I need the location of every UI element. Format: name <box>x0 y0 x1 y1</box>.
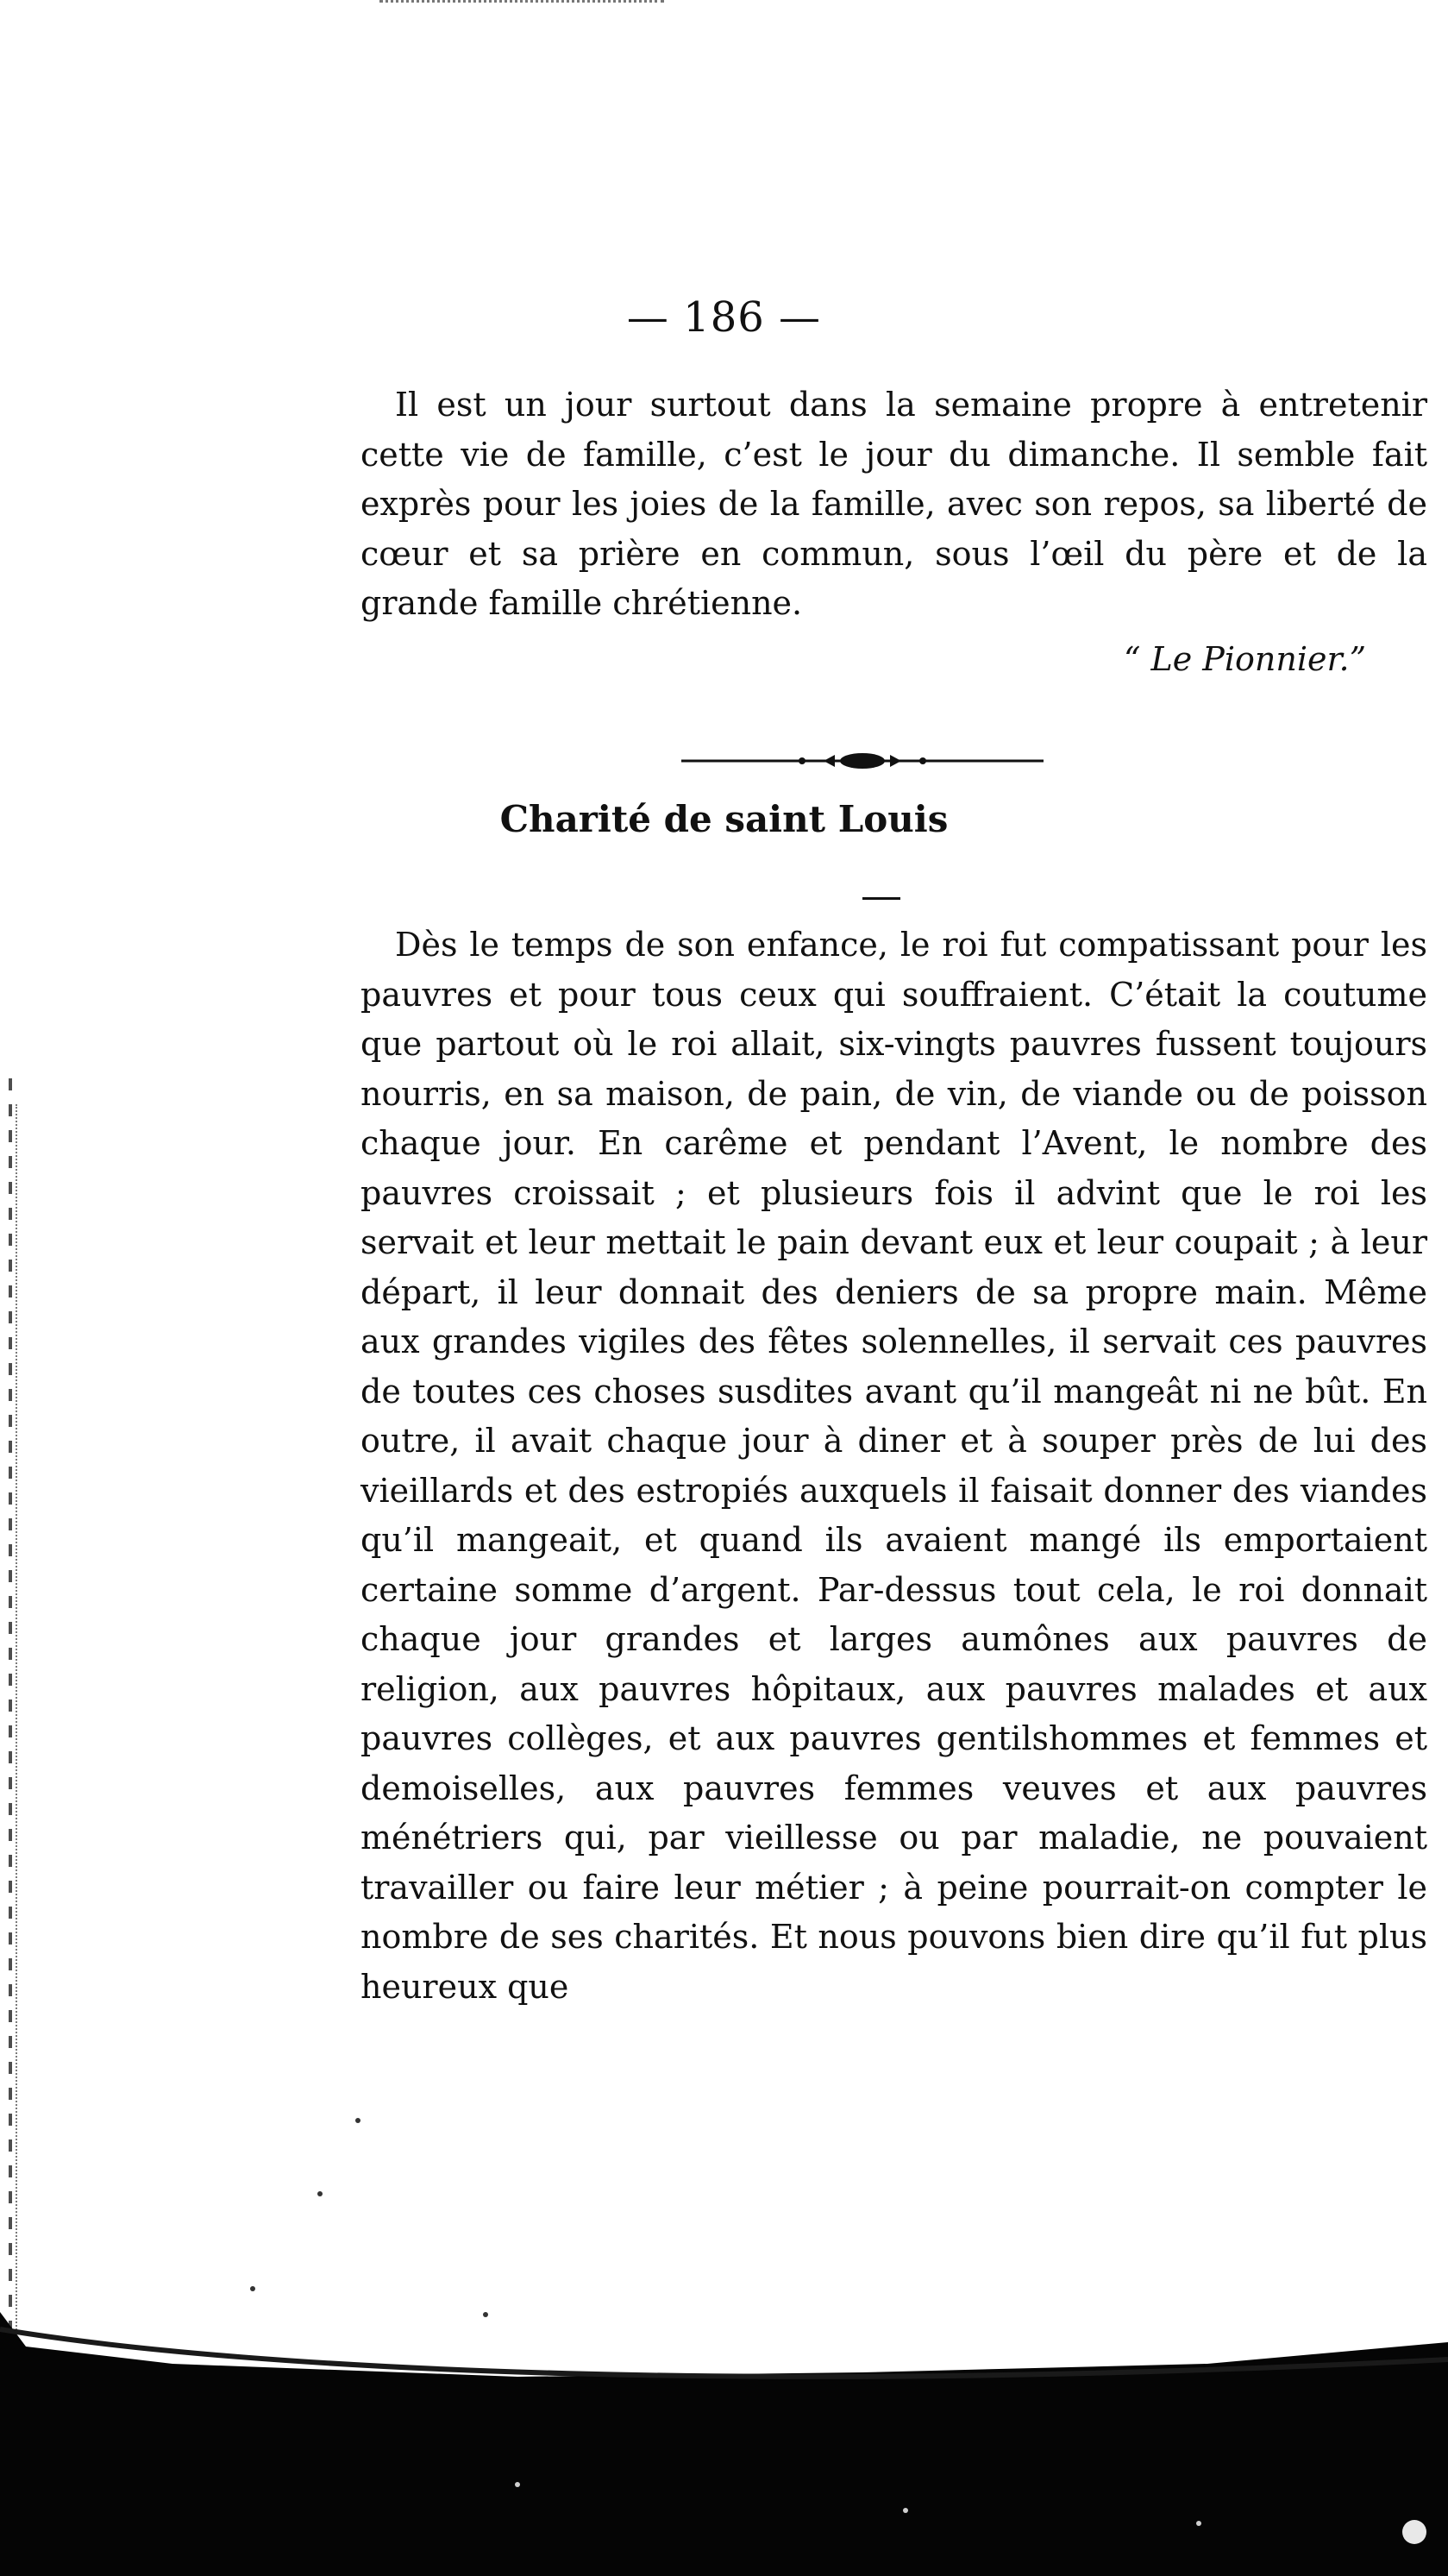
section-title: Charité de saint Louis <box>499 798 949 840</box>
scan-speck <box>317 2191 323 2196</box>
page-number: — 186 — <box>626 293 822 342</box>
ornamental-rule <box>681 751 1044 771</box>
scan-left-edge-marks <box>9 1078 12 2329</box>
quote-attribution: “ Le Pionnier.” <box>1124 640 1366 678</box>
title-dash <box>862 897 900 900</box>
scan-speck <box>250 2286 255 2291</box>
scan-top-specks <box>379 0 664 9</box>
scan-speck <box>355 2118 360 2123</box>
scan-bottom-shadow <box>0 2312 1448 2576</box>
paragraph-charite: Dès le temps de son enfance, le roi fut compatissant pour les pauvres et pour tous ceux qui souffraient. C’était la coutume que partout où le roi allait, six-vingts pauvres fussent toujours nourris, en sa maison, de pain, de vin, de viande ou de poisson chaque jour. En carême et pendant l’Avent, le nombre des pauvres croissait ; et plusieurs fois il advint que le roi les servait et leur mettait le pain devant eux et leur coupait ; à leur départ, il leur donnait des deniers de sa propre main. Même aux grandes vigiles des fêtes solennelles, il servait ces pauvres de toutes ces choses susdites avant qu’il mangeât ni ne bût. En outre, il avait chaque jour à diner et à souper près de lui des vieillards et des estropiés auxquels il faisait donner des viandes qu’il mangeait, et quand ils avaient mangé ils emportaient certaine somme d’argent. Par-dessus tout cela, le roi donnait chaque jour grandes et larges aumônes aux pauvres de religion, aux pauvres hôpitaux, aux pauvres malades et aux pauvres collèges, et aux pauvres gentilshommes et femmes et demoiselles, aux pauvres femmes veuves et aux pauvres ménétriers qui, par vieillesse ou par maladie, ne pouvaient travailler ou faire leur métier ; à peine pourrait-on compter le nombre de ses charités. Et nous pouvons bien dire qu’il fut plus heureux que <box>360 926 1427 2006</box>
paragraph-dimanche: Il est un jour surtout dans la semaine propre à entretenir cette vie de famille, c’est le jour du dimanche. Il semble fait exprès pour les joies de la famille, avec son repos, sa liberté de cœur et sa prière en commun, sous l’œil du père et de la grande famille chrétienne. <box>360 386 1427 622</box>
